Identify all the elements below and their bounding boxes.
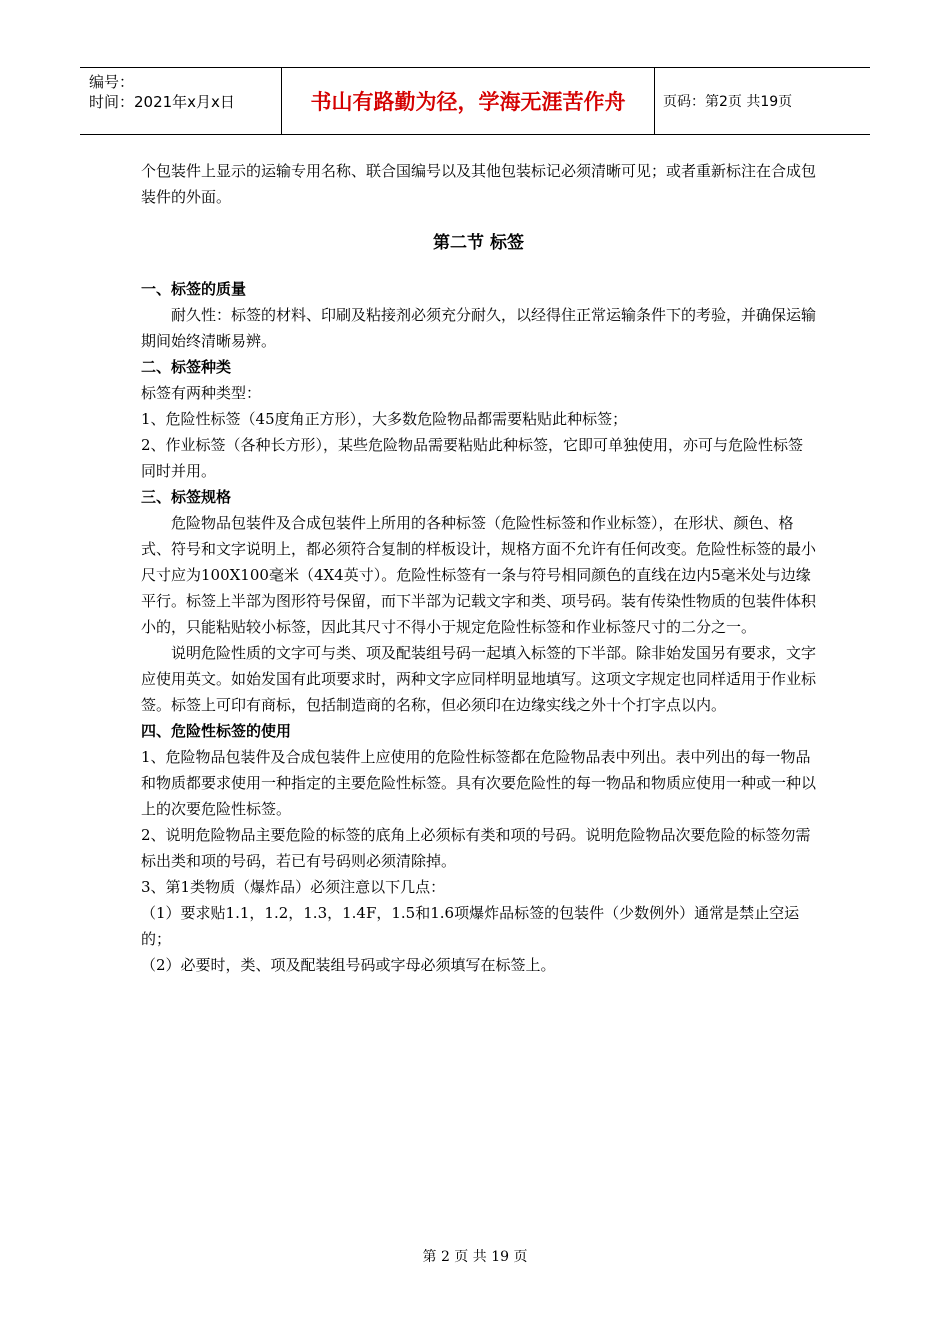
heading-label-quality: 一、标签的质量	[141, 280, 247, 298]
page-header	[80, 67, 870, 135]
intro-paragraph: 个包装件上显示的运输专用名称、联合国编号以及其他包装标记必须清晰可见；或者重新标注在合成包装件的外面。	[141, 162, 817, 206]
list-item-usage-3a: （1）要求贴1.1，1.2，1.3，1.4F，1.5和1.6项爆炸品标签的包装件（少数例外）通常是禁止空运的；	[141, 904, 800, 948]
paragraph-specs-a: 危险物品包装件及合成包装件上所用的各种标签（危险性标签和作业标签），在形状、颜色、格式、符号和文字说明上，都必须符合复制的样板设计，规格方面不允许有任何改变。危险性标签的最小尺寸应为100X100毫米（4X4英寸）。危险性标签有一条与符号相同颜色的直线在边内5毫米处与边缘平行。标签上半部为图形符号保留，而下半部为记载文字和类、项号码。装有传染性物质的包装件体积小的，只能粘贴较小标签，因此其尺寸不得小于规定危险性标签和作业标签尺寸的二分之一。	[141, 514, 817, 636]
list-item-usage-1: 1、危险物品包装件及合成包装件上应使用的危险性标签都在危险物品表中列出。表中列出的每一物品和物质都要求使用一种指定的主要危险性标签。具有次要危险性的每一物品和物质应使用一种或一种以上的次要危险性标签。	[141, 748, 817, 818]
heading-label-types: 二、标签种类	[141, 358, 232, 376]
heading-label-usage: 四、危险性标签的使用	[141, 722, 292, 740]
heading-label-specs: 三、标签规格	[141, 488, 232, 506]
list-item-handling-label: 2、作业标签（各种长方形），某些危险物品需要粘贴此种标签，它即可单独使用，亦可与危险性标签同时并用。	[141, 436, 804, 480]
page-footer: 第 2 页 共 19 页	[422, 1249, 528, 1265]
paragraph-durability: 耐久性：标签的材料、印刷及粘接剂必须充分耐久，以经得住正常运输条件下的考验，并确保运输期间始终清晰易辨。	[141, 306, 817, 350]
list-item-usage-3b: （2）必要时，类、项及配装组号码或字母必须填写在标签上。	[141, 956, 556, 974]
paragraph-specs-b: 说明危险性质的文字可与类、项及配装组号码一起填入标签的下半部。除非始发国另有要求，文字应使用英文。如始发国有此项要求时，两种文字应同样明显地填写。这项文字规定也同样适用于作业标签。标签上可印有商标，包括制造商的名称，但必须印在边缘实线之外十个打字点以内。	[141, 644, 817, 714]
header-motto: 书山有路勤为径，学海无涯苦作舟	[282, 68, 655, 134]
section-title: 第二节 标签	[433, 233, 524, 253]
paragraph-types-intro: 标签有两种类型：	[141, 384, 262, 402]
document-date-label: 时间：2021年x月x日	[89, 93, 235, 111]
list-item-usage-3: 3、第1类物质（爆炸品）必须注意以下几点：	[141, 878, 446, 896]
list-item-usage-2: 2、说明危险物品主要危险的标签的底角上必须标有类和项的号码。说明危险物品次要危险的标签勿需标出类和项的号码，若已有号码则必须清除掉。	[141, 826, 811, 870]
document-body	[141, 158, 816, 978]
header-info-cell	[80, 68, 282, 134]
header-page-info: 页码：第2页 共19页	[663, 94, 793, 110]
document-number-label: 编号：	[89, 73, 135, 91]
list-item-hazard-label: 1、危险性标签（45度角正方形），大多数危险物品都需要粘贴此种标签；	[141, 410, 628, 428]
